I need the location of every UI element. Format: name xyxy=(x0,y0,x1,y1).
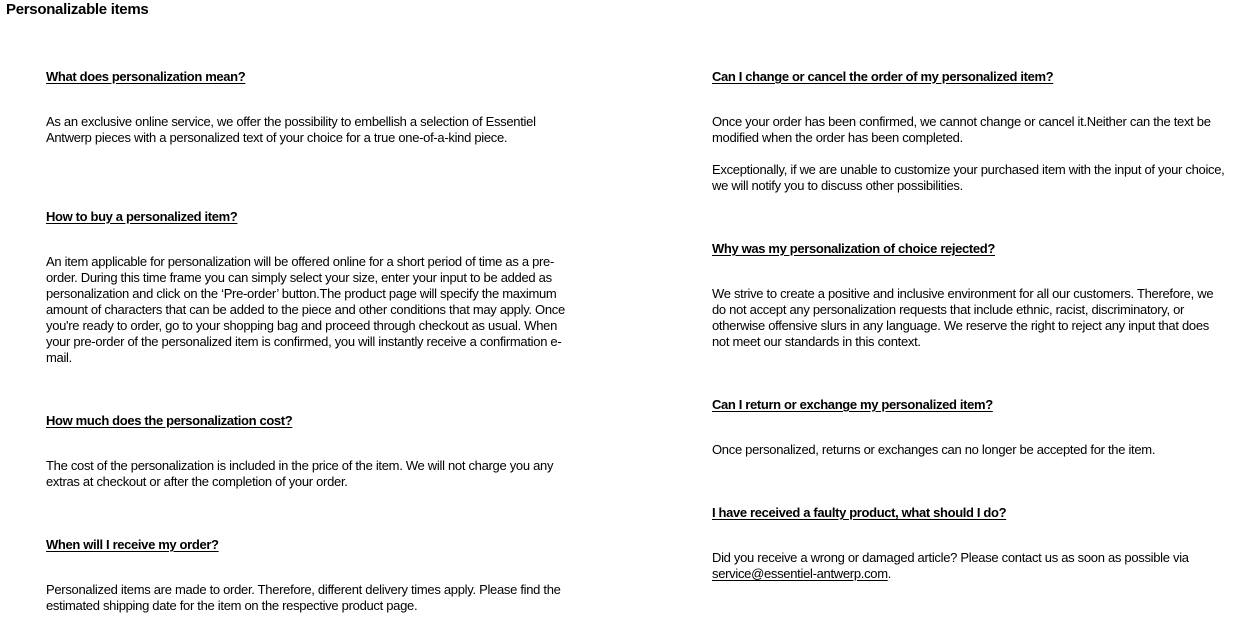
faq-answer-text: Did you receive a wrong or damaged article? Please contact us as soon as possible via xyxy=(712,550,1189,565)
faq-question[interactable]: Can I return or exchange my personalized item? xyxy=(712,397,993,412)
faq-answer: An item applicable for personalization will be offered online for a short period of time as a pre-order. During this time frame you can simply select your size, enter your input to be added as personalization and click on the ‘Pre-order’ button.The product page will specify the maximum amount of characters that can be added to the piece and other conditions that may apply. Once you're ready to order, go to your shopping bag and proceed through checkout as usual. When your pre-order of the personalized item is confirmed, you will instantly receive a confirmation e-mail. xyxy=(46,254,565,365)
faq-item-faulty-product xyxy=(712,505,1228,582)
faq-question[interactable]: How much does the personalization cost? xyxy=(46,413,293,428)
faq-answer-suffix: . xyxy=(887,566,892,581)
faq-answer: The cost of the personalization is included in the price of the item. We will not charge you any extras at checkout or after the completion of your order. xyxy=(46,458,554,489)
faq-answer: We strive to create a positive and inclusive environment for all our customers. Therefore, we do not accept any personalization requests that include ethnic, racist, discriminatory, or otherwise offensive slurs in any language. We reserve the right to reject any input that does not meet our standards in this context. xyxy=(712,286,1214,349)
faq-item-delivery-time xyxy=(46,537,566,614)
faq-item-how-to-buy xyxy=(46,209,566,366)
faq-answer: Personalized items are made to order. Therefore, different delivery times apply. Please find the estimated shipping date for the item on the respective product page. xyxy=(46,582,561,613)
faq-answer: Once personalized, returns or exchanges can no longer be accepted for the item. xyxy=(712,442,1156,457)
faq-question[interactable]: Can I change or cancel the order of my personalized item? xyxy=(712,69,1054,84)
page-title: Personalizable items xyxy=(6,1,149,18)
faq-item-personalization-cost xyxy=(46,413,566,490)
faq-answer xyxy=(712,550,1228,582)
faq-item-personalization-rejected xyxy=(712,241,1228,350)
faq-item-change-cancel-order xyxy=(712,69,1228,194)
faq-item-personalization-meaning xyxy=(46,69,566,146)
faq-answer: Once your order has been confirmed, we cannot change or cancel it.Neither can the text be modified when the order has been completed. xyxy=(712,114,1211,145)
faq-question[interactable]: I have received a faulty product, what should I do? xyxy=(712,505,1007,520)
faq-question[interactable]: Why was my personalization of choice rejected? xyxy=(712,241,995,256)
faq-question[interactable]: When will I receive my order? xyxy=(46,537,219,552)
faq-question[interactable]: How to buy a personalized item? xyxy=(46,209,238,224)
faq-item-return-exchange xyxy=(712,397,1228,458)
service-email-link[interactable]: service@essentiel-antwerp.com xyxy=(712,566,888,581)
faq-answer: Exceptionally, if we are unable to customize your purchased item with the input of your choice, we will notify you to discuss other possibilities. xyxy=(712,162,1225,193)
faq-question[interactable]: What does personalization mean? xyxy=(46,69,246,84)
faq-answer: As an exclusive online service, we offer the possibility to embellish a selection of Essentiel Antwerp pieces with a personalized text of your choice for a true one-of-a-kind piece. xyxy=(46,114,536,145)
